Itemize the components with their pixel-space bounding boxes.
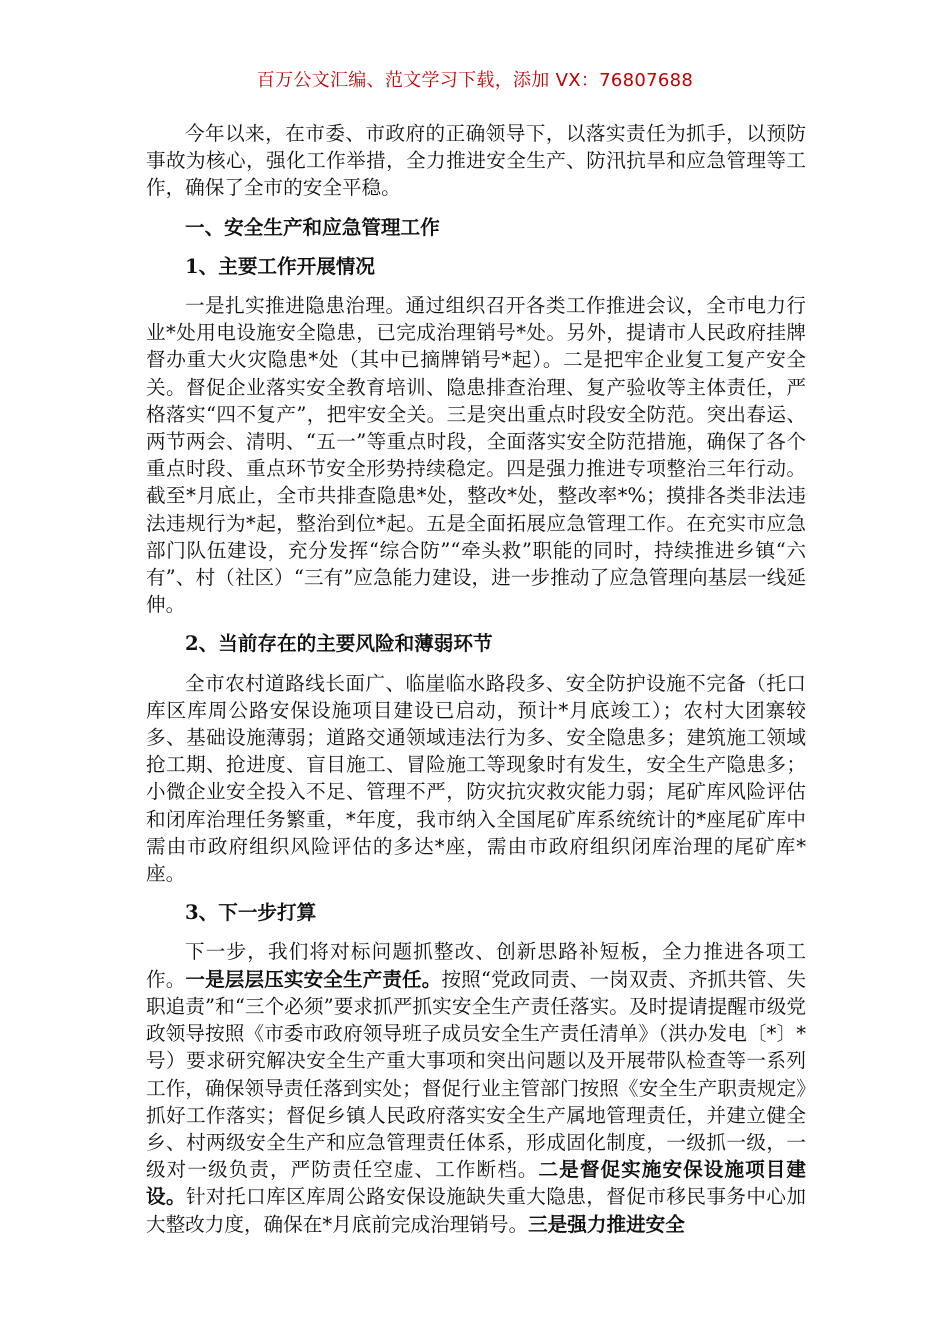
section-1-title: 一、安全生产和应急管理工作	[185, 215, 440, 239]
sub3-text-3: 针对托口库区库周公路安保设施缺失重大隐患，督促市移民事务中心加大整改力度，确保在*月底前完成治理销号。	[146, 1185, 807, 1236]
subsection-2-paragraph: 全市农村道路线长面广、临崖临水路段多、安全防护设施不完备（托口库区库周公路安保设施项目建设已启动，预计*月底竣工）；农村大团寨较多、基础设施薄弱；道路交通领域违法行为多、安全隐患多；建筑施工领域抢工期、抢进度、盲目施工、冒险施工等现象时有发生，安全生产隐患多；小微企业安全投入不足、管理不严，防灾抗灾救灾能力弱；尾矿库风险评估和闭库治理任务繁重，*年度，我市纳入全国尾矿库系统统计的*座尾矿库中需由市政府组织风险评估的多达*座，需由市政府组织闭库治理的尾矿库*座。	[146, 671, 806, 886]
sub3-bold-2: 二是督促实施安保设施项目建设。	[146, 1158, 807, 1209]
intro-paragraph: 今年以来，在市委、市政府的正确领导下，以落实责任为抓手，以预防事故为核心，强化工作举措，全力推进安全生产、防汛抗旱和应急管理等工作，确保了全市的安全平稳。	[146, 122, 806, 200]
subsection-3-title: 3、下一步打算	[185, 901, 317, 925]
subsection-2-title: 2、当前存在的主要风险和薄弱环节	[185, 632, 493, 656]
subsection-1-title: 1、主要工作开展情况	[185, 254, 375, 278]
sub3-text-2: 按照“党政同责、一岗双责、齐抓共管、失职追责”和“三个必须”要求抓严抓实安全生产责任落实。及时提请提醒市级党政领导按照《市委市政府领导班子成员安全生产责任清单》（洪办发电〔*〕*号）要求研究解决安全生产重大事项和突出问题以及开展带队检查等一系列工作，确保领导责任落到实处；督促行业主管部门按照《安全生产职责规定》抓好工作落实；督促乡镇人民政府落实安全生产属地管理责任，并建立健全乡、村两级安全生产和应急管理责任体系，形成固化制度，一级抓一级，一级对一级负责，严防责任空虚、工作断档。	[146, 967, 807, 1182]
sub3-bold-1: 一是层层压实安全生产责任。	[185, 967, 442, 991]
subsection-1-paragraph: 一是扎实推进隐患治理。通过组织召开各类工作推进会议，全市电力行业*处用电设施安全隐患，已完成治理销号*处。另外，提请市人民政府挂牌督办重大火灾隐患*处（其中已摘牌销号*起）。二是把牢企业复工复产安全关。督促企业落实安全教育培训、隐患排查治理、复产验收等主体责任，严格落实“四不复产”，把牢安全关。三是突出重点时段安全防范。突出春运、两节两会、清明、“五一”等重点时段，全面落实安全防范措施，确保了各个重点时段、重点环节安全形势持续稳定。四是强力推进专项整治三年行动。截至*月底止，全市共排查隐患*处，整改*处，整改率*%；摸排各类非法违法违规行为*起，整治到位*起。五是全面拓展应急管理工作。在充实市应急部门队伍建设，充分发挥“综合防”“牵头救”职能的同时，持续推进乡镇“六有”、村（社区）“三有”应急能力建设，进一步推动了应急管理向基层一线延伸。	[146, 294, 806, 617]
subsection-3-paragraph	[146, 938, 806, 1237]
sub3-bold-3: 三是强力推进安全	[528, 1212, 685, 1236]
document-body	[146, 120, 806, 1238]
watermark-header: 百万公文汇编、范文学习下载，添加 VX：76807688	[256, 70, 694, 91]
sub3-text-1: 下一步，我们将对标问题抓整改、创新思路补短板，全力推进各项工作。	[146, 940, 806, 991]
